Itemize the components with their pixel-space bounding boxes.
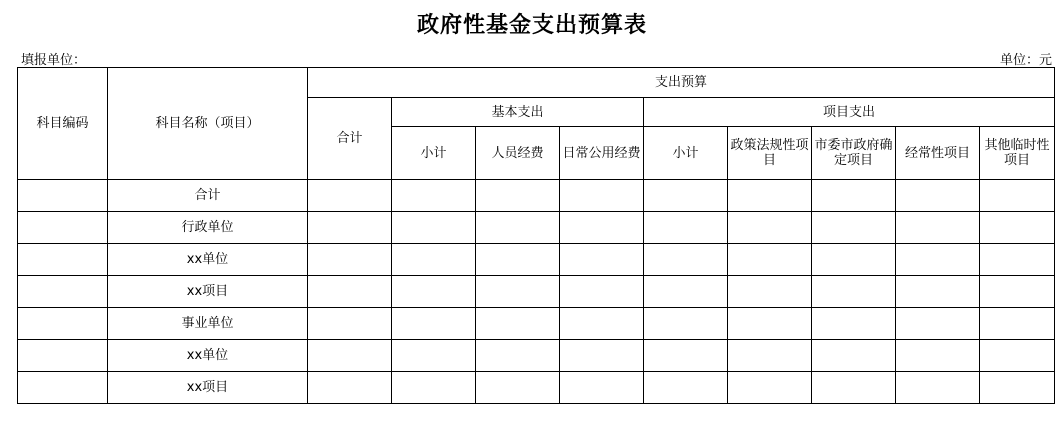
cell-code[interactable] — [18, 180, 108, 212]
cell-value[interactable] — [896, 340, 980, 372]
cell-value[interactable] — [644, 244, 728, 276]
cell-name: 行政单位 — [108, 212, 308, 244]
cell-value[interactable] — [392, 180, 476, 212]
cell-name: 合计 — [108, 180, 308, 212]
cell-value[interactable] — [728, 340, 812, 372]
header-budget: 支出预算 — [308, 68, 1055, 98]
cell-value[interactable] — [308, 340, 392, 372]
cell-value[interactable] — [812, 244, 896, 276]
cell-value[interactable] — [980, 276, 1055, 308]
cell-value[interactable] — [644, 372, 728, 404]
budget-table — [17, 67, 1055, 404]
cell-value[interactable] — [392, 308, 476, 340]
cell-value[interactable] — [476, 276, 560, 308]
cell-value[interactable] — [896, 276, 980, 308]
table-body — [18, 180, 1055, 404]
cell-value[interactable] — [560, 308, 644, 340]
cell-code[interactable] — [18, 212, 108, 244]
cell-value[interactable] — [896, 180, 980, 212]
cell-value[interactable] — [644, 276, 728, 308]
cell-value[interactable] — [392, 372, 476, 404]
cell-value[interactable] — [728, 372, 812, 404]
cell-code[interactable] — [18, 340, 108, 372]
cell-value[interactable] — [560, 372, 644, 404]
cell-value[interactable] — [476, 244, 560, 276]
cell-value[interactable] — [644, 180, 728, 212]
cell-value[interactable] — [980, 244, 1055, 276]
cell-value[interactable] — [980, 180, 1055, 212]
cell-name: 事业单位 — [108, 308, 308, 340]
cell-value[interactable] — [896, 308, 980, 340]
cell-value[interactable] — [392, 340, 476, 372]
header-total: 合计 — [308, 98, 392, 180]
cell-code[interactable] — [18, 244, 108, 276]
cell-value[interactable] — [812, 308, 896, 340]
cell-value[interactable] — [728, 244, 812, 276]
table-row — [18, 244, 1055, 276]
cell-value[interactable] — [476, 308, 560, 340]
header-temporary: 其他临时性项目 — [980, 127, 1055, 180]
cell-value[interactable] — [560, 276, 644, 308]
cell-value[interactable] — [980, 372, 1055, 404]
cell-code[interactable] — [18, 372, 108, 404]
header-regular: 经常性项目 — [896, 127, 980, 180]
cell-value[interactable] — [812, 212, 896, 244]
table-row — [18, 212, 1055, 244]
header-project-subtotal: 小计 — [644, 127, 728, 180]
cell-value[interactable] — [896, 372, 980, 404]
header-project: 项目支出 — [644, 98, 1055, 127]
table-row — [18, 276, 1055, 308]
cell-value[interactable] — [476, 340, 560, 372]
cell-value[interactable] — [728, 276, 812, 308]
fill-unit-label: 填报单位： — [21, 53, 87, 68]
header-code: 科目编码 — [18, 68, 108, 180]
cell-value[interactable] — [980, 212, 1055, 244]
header-public: 日常公用经费 — [560, 127, 644, 180]
cell-value[interactable] — [644, 308, 728, 340]
cell-value[interactable] — [308, 276, 392, 308]
page-title: 政府性基金支出预算表 — [416, 12, 647, 38]
cell-name: xx项目 — [108, 372, 308, 404]
cell-value[interactable] — [896, 212, 980, 244]
cell-value[interactable] — [812, 372, 896, 404]
cell-value[interactable] — [644, 212, 728, 244]
cell-value[interactable] — [812, 276, 896, 308]
cell-code[interactable] — [18, 276, 108, 308]
cell-value[interactable] — [308, 212, 392, 244]
cell-name: xx项目 — [108, 276, 308, 308]
header-basic-subtotal: 小计 — [392, 127, 476, 180]
unit-label: 单位：元 — [999, 53, 1052, 68]
cell-value[interactable] — [560, 340, 644, 372]
header-personnel: 人员经费 — [476, 127, 560, 180]
cell-value[interactable] — [476, 180, 560, 212]
cell-value[interactable] — [812, 180, 896, 212]
cell-value[interactable] — [728, 212, 812, 244]
table-row — [18, 180, 1055, 212]
header-basic: 基本支出 — [392, 98, 644, 127]
table-row — [18, 308, 1055, 340]
cell-value[interactable] — [980, 340, 1055, 372]
cell-value[interactable] — [308, 180, 392, 212]
table-row — [18, 340, 1055, 372]
header-municipal: 市委市政府确定项目 — [812, 127, 896, 180]
cell-value[interactable] — [560, 180, 644, 212]
header-name: 科目名称（项目） — [108, 68, 308, 180]
cell-value[interactable] — [560, 244, 644, 276]
cell-value[interactable] — [392, 276, 476, 308]
cell-value[interactable] — [560, 212, 644, 244]
cell-value[interactable] — [728, 308, 812, 340]
cell-value[interactable] — [308, 244, 392, 276]
cell-name: xx单位 — [108, 244, 308, 276]
cell-value[interactable] — [392, 212, 476, 244]
table-row — [18, 372, 1055, 404]
cell-value[interactable] — [476, 212, 560, 244]
cell-value[interactable] — [896, 244, 980, 276]
cell-name: xx单位 — [108, 340, 308, 372]
cell-code[interactable] — [18, 308, 108, 340]
cell-value[interactable] — [644, 340, 728, 372]
header-policy: 政策法规性项目 — [728, 127, 812, 180]
cell-value[interactable] — [980, 308, 1055, 340]
cell-value[interactable] — [812, 340, 896, 372]
cell-value[interactable] — [392, 244, 476, 276]
cell-value[interactable] — [476, 372, 560, 404]
cell-value[interactable] — [308, 372, 392, 404]
cell-value[interactable] — [308, 308, 392, 340]
cell-value[interactable] — [728, 180, 812, 212]
